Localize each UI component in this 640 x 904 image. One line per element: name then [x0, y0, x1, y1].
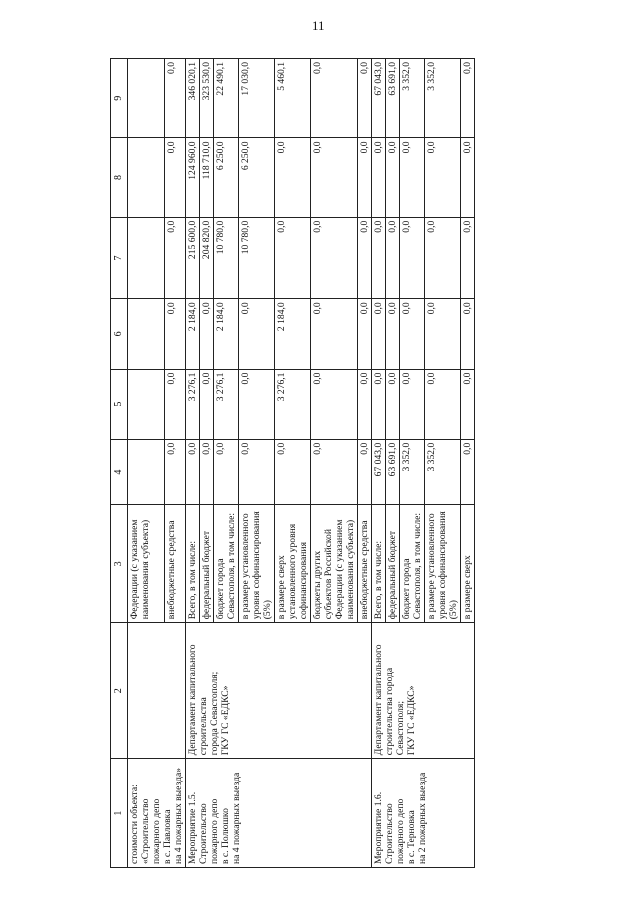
table-body	[127, 59, 475, 868]
amount-cell	[127, 439, 164, 505]
funding-source-label: бюджеты других субъектов Российской Федерации (с указанием наименования субъекта)	[310, 505, 357, 623]
amount-cell: 0,0	[400, 369, 425, 439]
executor-line: ГКУ ГС «ЕДКС»	[406, 685, 418, 756]
measure-line: Мероприятие 1.6.	[373, 791, 385, 864]
funding-source-label: бюджет города Севастополя, в том числе:	[400, 505, 425, 623]
amount-cell: 0,0	[386, 217, 400, 299]
amount-cell: 0,0	[461, 138, 475, 217]
amount-cell: 124 960,0	[185, 138, 199, 217]
column-number: 2	[111, 623, 128, 759]
amount-cell: 0,0	[164, 217, 185, 299]
amount-cell	[127, 217, 164, 299]
table-row	[372, 59, 386, 868]
amount-cell	[127, 59, 164, 138]
amount-cell: 10 780,0	[238, 217, 274, 299]
amount-cell: 0,0	[386, 138, 400, 217]
amount-cell: 0,0	[310, 59, 357, 138]
amount-cell: 0,0	[238, 299, 274, 369]
amount-cell: 6 250,0	[238, 138, 274, 217]
measure-line: «Строительство	[139, 798, 151, 864]
column-number: 1	[111, 759, 128, 868]
amount-cell: 0,0	[238, 369, 274, 439]
measure-line: пожарного депо	[395, 798, 407, 864]
amount-cell: 3 352,0	[425, 59, 461, 138]
funding-source-label: федеральный бюджет	[199, 505, 213, 623]
executor-line: ГКУ ГС «ЕДКС»	[219, 685, 231, 756]
amount-cell: 0,0	[310, 299, 357, 369]
amount-cell	[127, 138, 164, 217]
amount-cell	[127, 299, 164, 369]
amount-cell: 0,0	[358, 369, 372, 439]
amount-cell: 0,0	[164, 369, 185, 439]
executor-line: города Севастополя;	[208, 671, 220, 756]
amount-cell: 346 020,1	[185, 59, 199, 138]
measure-line: пожарного депо	[150, 798, 162, 864]
amount-cell: 0,0	[164, 439, 185, 505]
amount-cell: 3 352,0	[400, 439, 425, 505]
measure-line: Строительство	[197, 803, 209, 864]
amount-cell: 63 691,0	[386, 59, 400, 138]
amount-cell: 0,0	[400, 299, 425, 369]
amount-cell: 0,0	[425, 299, 461, 369]
funding-source-label: в размере установленного уровня софинансирования (5%)	[425, 505, 461, 623]
column-number: 8	[111, 138, 128, 217]
amount-cell: 0,0	[372, 217, 386, 299]
amount-cell: 204 820,0	[199, 217, 213, 299]
amount-cell: 3 352,0	[400, 59, 425, 138]
amount-cell: 22 490,1	[213, 59, 238, 138]
amount-cell: 6 250,0	[213, 138, 238, 217]
executor-line: Департамент капитального строительства	[186, 644, 209, 756]
amount-cell: 5 460,1	[274, 59, 310, 138]
amount-cell: 0,0	[310, 138, 357, 217]
amount-cell: 0,0	[238, 439, 274, 505]
measure-line: в с. Полюшко	[219, 808, 231, 864]
amount-cell: 2 184,0	[213, 299, 238, 369]
amount-cell: 0,0	[400, 138, 425, 217]
amount-cell: 67 043,0	[372, 59, 386, 138]
measure-line: на 4 пожарных выезда	[230, 772, 242, 864]
amount-cell: 3 276,1	[213, 369, 238, 439]
amount-cell: 67 043,0	[372, 439, 386, 505]
amount-cell: 0,0	[386, 299, 400, 369]
amount-cell: 0,0	[425, 217, 461, 299]
column-number: 6	[111, 299, 128, 369]
amount-cell: 0,0	[164, 299, 185, 369]
amount-cell: 0,0	[386, 369, 400, 439]
amount-cell: 0,0	[310, 369, 357, 439]
amount-cell: 0,0	[372, 299, 386, 369]
amount-cell: 0,0	[372, 138, 386, 217]
amount-cell: 0,0	[199, 299, 213, 369]
funding-source-label: в размере сверх установленного уровня софинансирования	[274, 505, 310, 623]
funding-source-label: Федерации (с указанием наименования субъекта)	[127, 505, 164, 623]
measure-cell	[185, 759, 371, 868]
amount-cell: 3 276,1	[185, 369, 199, 439]
amount-cell: 0,0	[274, 138, 310, 217]
funding-source-label: в размере сверх	[461, 505, 475, 623]
amount-cell: 0,0	[199, 369, 213, 439]
measure-line: в с. Павловка	[161, 809, 173, 864]
funding-source-label: федеральный бюджет	[386, 505, 400, 623]
funding-source-label: бюджет города Севастополя, в том числе:	[213, 505, 238, 623]
funding-source-label: в размере установленного уровня софинансирования (5%)	[238, 505, 274, 623]
amount-cell: 0,0	[310, 217, 357, 299]
measure-line: в с. Терновка	[406, 810, 418, 864]
amount-cell: 0,0	[164, 59, 185, 138]
funding-table	[110, 58, 475, 868]
amount-cell: 63 691,0	[386, 439, 400, 505]
measure-cell	[127, 759, 185, 868]
measure-line: Строительство	[384, 803, 396, 864]
amount-cell: 0,0	[358, 217, 372, 299]
measure-line: на 2 пожарных выезда	[417, 772, 429, 864]
column-number: 4	[111, 439, 128, 505]
amount-cell: 0,0	[358, 299, 372, 369]
amount-cell: 3 352,0	[425, 439, 461, 505]
amount-cell: 323 530,0	[199, 59, 213, 138]
column-number: 9	[111, 59, 128, 138]
column-number: 7	[111, 217, 128, 299]
amount-cell	[127, 369, 164, 439]
amount-cell: 118 710,0	[199, 138, 213, 217]
amount-cell: 0,0	[185, 439, 199, 505]
amount-cell: 17 030,0	[238, 59, 274, 138]
amount-cell: 0,0	[274, 217, 310, 299]
column-number: 3	[111, 505, 128, 623]
amount-cell: 215 600,0	[185, 217, 199, 299]
amount-cell: 0,0	[358, 439, 372, 505]
amount-cell: 0,0	[425, 138, 461, 217]
amount-cell: 0,0	[461, 369, 475, 439]
amount-cell: 0,0	[425, 369, 461, 439]
amount-cell: 2 184,0	[185, 299, 199, 369]
amount-cell: 0,0	[400, 217, 425, 299]
executor-line: Департамент капитального строительства города	[373, 644, 396, 756]
amount-cell: 0,0	[358, 59, 372, 138]
rotated-table-sheet	[110, 58, 570, 868]
table-row	[185, 59, 199, 868]
amount-cell: 0,0	[164, 138, 185, 217]
page-number: 11	[312, 18, 325, 33]
amount-cell: 0,0	[213, 439, 238, 505]
amount-cell: 10 780,0	[213, 217, 238, 299]
amount-cell: 0,0	[310, 439, 357, 505]
executor-cell	[127, 623, 185, 759]
amount-cell: 0,0	[372, 369, 386, 439]
amount-cell: 0,0	[461, 439, 475, 505]
amount-cell: 2 184,0	[274, 299, 310, 369]
executor-cell	[372, 623, 475, 759]
measure-cell	[372, 759, 475, 868]
funding-source-label: Всего, в том числе:	[185, 505, 199, 623]
executor-line: Севастополя;	[395, 701, 407, 756]
funding-source-label: внебюджетные средства	[164, 505, 185, 623]
amount-cell: 0,0	[461, 217, 475, 299]
amount-cell: 0,0	[461, 299, 475, 369]
measure-line: Мероприятие 1.5.	[186, 791, 198, 864]
amount-cell: 0,0	[358, 138, 372, 217]
measure-line: пожарного депо	[208, 798, 220, 864]
column-number-row	[111, 59, 128, 868]
amount-cell: 3 276,1	[274, 369, 310, 439]
executor-cell	[185, 623, 371, 759]
amount-cell: 0,0	[461, 59, 475, 138]
measure-line: на 4 пожарных выезда»	[172, 767, 184, 864]
funding-source-label: Всего, в том числе:	[372, 505, 386, 623]
amount-cell: 0,0	[274, 439, 310, 505]
funding-source-label: внебюджетные средства	[358, 505, 372, 623]
column-number: 5	[111, 369, 128, 439]
measure-line: стоимости объекта:	[128, 784, 140, 864]
amount-cell: 0,0	[199, 439, 213, 505]
table-row	[127, 59, 164, 868]
